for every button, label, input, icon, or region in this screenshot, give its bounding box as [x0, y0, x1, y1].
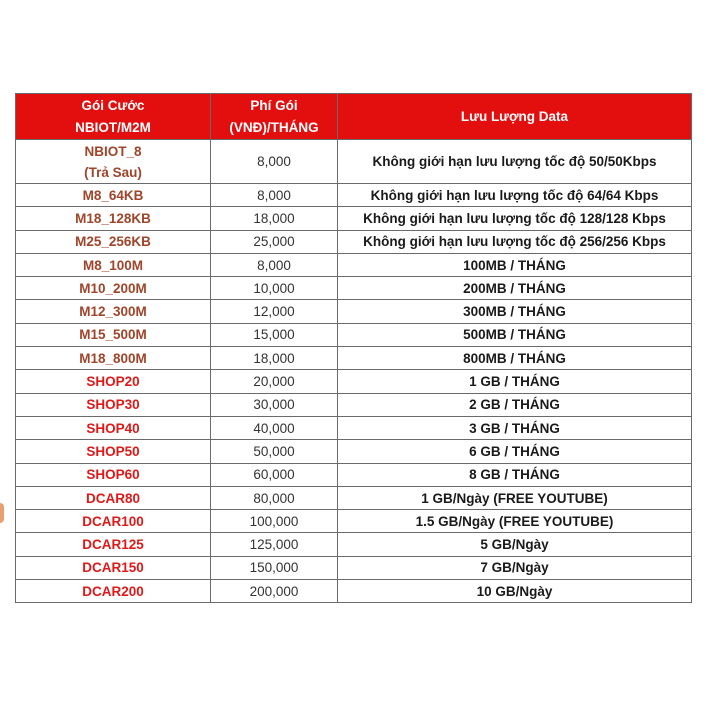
package-note: (Trả Sau): [84, 164, 142, 180]
table-row: [16, 140, 692, 184]
package-cell: M25_256KB: [16, 230, 211, 253]
data-cell: Không giới hạn lưu lượng tốc độ 64/64 Kbps: [338, 184, 692, 207]
table-row: [16, 533, 692, 556]
table-row: [16, 323, 692, 346]
package-cell: M10_200M: [16, 277, 211, 300]
package-name: NBIOT_8: [84, 143, 142, 159]
price-cell: 8,000: [211, 140, 338, 184]
table-row: [16, 277, 692, 300]
package-cell: SHOP20: [16, 370, 211, 393]
price-cell: 100,000: [211, 510, 338, 533]
package-cell: M8_100M: [16, 253, 211, 276]
package-cell: DCAR200: [16, 580, 211, 603]
package-cell: DCAR125: [16, 533, 211, 556]
price-cell: 12,000: [211, 300, 338, 323]
price-cell: 8,000: [211, 184, 338, 207]
package-table: [15, 93, 692, 603]
header-fee: [211, 94, 338, 140]
table-row: [16, 347, 692, 370]
price-cell: 80,000: [211, 486, 338, 509]
table-row: [16, 463, 692, 486]
package-cell: M8_64KB: [16, 184, 211, 207]
data-cell: 7 GB/Ngày: [338, 556, 692, 579]
price-cell: 18,000: [211, 347, 338, 370]
table-row: [16, 416, 692, 439]
price-cell: 150,000: [211, 556, 338, 579]
price-cell: 15,000: [211, 323, 338, 346]
package-cell: DCAR100: [16, 510, 211, 533]
data-cell: 2 GB / THÁNG: [338, 393, 692, 416]
package-cell: DCAR80: [16, 486, 211, 509]
package-cell: SHOP40: [16, 416, 211, 439]
data-cell: 800MB / THÁNG: [338, 347, 692, 370]
data-cell: 100MB / THÁNG: [338, 253, 692, 276]
price-cell: 30,000: [211, 393, 338, 416]
table-row: [16, 370, 692, 393]
package-cell: SHOP60: [16, 463, 211, 486]
price-cell: 50,000: [211, 440, 338, 463]
table-row: [16, 184, 692, 207]
header-package-line1: Gói Cước: [81, 97, 145, 113]
data-cell: 200MB / THÁNG: [338, 277, 692, 300]
data-cell: 6 GB / THÁNG: [338, 440, 692, 463]
table-row: [16, 230, 692, 253]
data-cell: Không giới hạn lưu lượng tốc độ 50/50Kbps: [338, 140, 692, 184]
package-cell: M15_500M: [16, 323, 211, 346]
data-cell: 5 GB/Ngày: [338, 533, 692, 556]
price-cell: 10,000: [211, 277, 338, 300]
data-cell: 10 GB/Ngày: [338, 580, 692, 603]
price-cell: 20,000: [211, 370, 338, 393]
price-cell: 25,000: [211, 230, 338, 253]
header-fee-line2: (VNĐ)/THÁNG: [229, 119, 319, 135]
data-cell: Không giới hạn lưu lượng tốc độ 256/256 Kbps: [338, 230, 692, 253]
table-row: [16, 300, 692, 323]
package-cell: M18_800M: [16, 347, 211, 370]
price-cell: 18,000: [211, 207, 338, 230]
price-cell: 200,000: [211, 580, 338, 603]
header-package-line2: NBIOT/M2M: [75, 119, 151, 135]
package-cell: [16, 140, 211, 184]
data-cell: 500MB / THÁNG: [338, 323, 692, 346]
data-cell: 3 GB / THÁNG: [338, 416, 692, 439]
data-cell: 300MB / THÁNG: [338, 300, 692, 323]
header-data: Lưu Lượng Data: [338, 94, 692, 140]
data-cell: 1.5 GB/Ngày (FREE YOUTUBE): [338, 510, 692, 533]
table-row: [16, 486, 692, 509]
price-cell: 8,000: [211, 253, 338, 276]
package-cell: M18_128KB: [16, 207, 211, 230]
data-cell: 1 GB/Ngày (FREE YOUTUBE): [338, 486, 692, 509]
table-row: [16, 556, 692, 579]
price-cell: 125,000: [211, 533, 338, 556]
package-cell: SHOP30: [16, 393, 211, 416]
table-row: [16, 393, 692, 416]
data-cell: 1 GB / THÁNG: [338, 370, 692, 393]
data-cell: 8 GB / THÁNG: [338, 463, 692, 486]
edge-fragment: [0, 503, 4, 523]
table-header-row: [16, 94, 692, 140]
price-cell: 40,000: [211, 416, 338, 439]
header-fee-line1: Phí Gói: [250, 97, 298, 113]
table-row: [16, 207, 692, 230]
table-row: [16, 580, 692, 603]
package-cell: DCAR150: [16, 556, 211, 579]
package-cell: M12_300M: [16, 300, 211, 323]
table-row: [16, 510, 692, 533]
table-row: [16, 440, 692, 463]
price-cell: 60,000: [211, 463, 338, 486]
table-row: [16, 253, 692, 276]
package-cell: SHOP50: [16, 440, 211, 463]
header-package: [16, 94, 211, 140]
data-cell: Không giới hạn lưu lượng tốc độ 128/128 Kbps: [338, 207, 692, 230]
